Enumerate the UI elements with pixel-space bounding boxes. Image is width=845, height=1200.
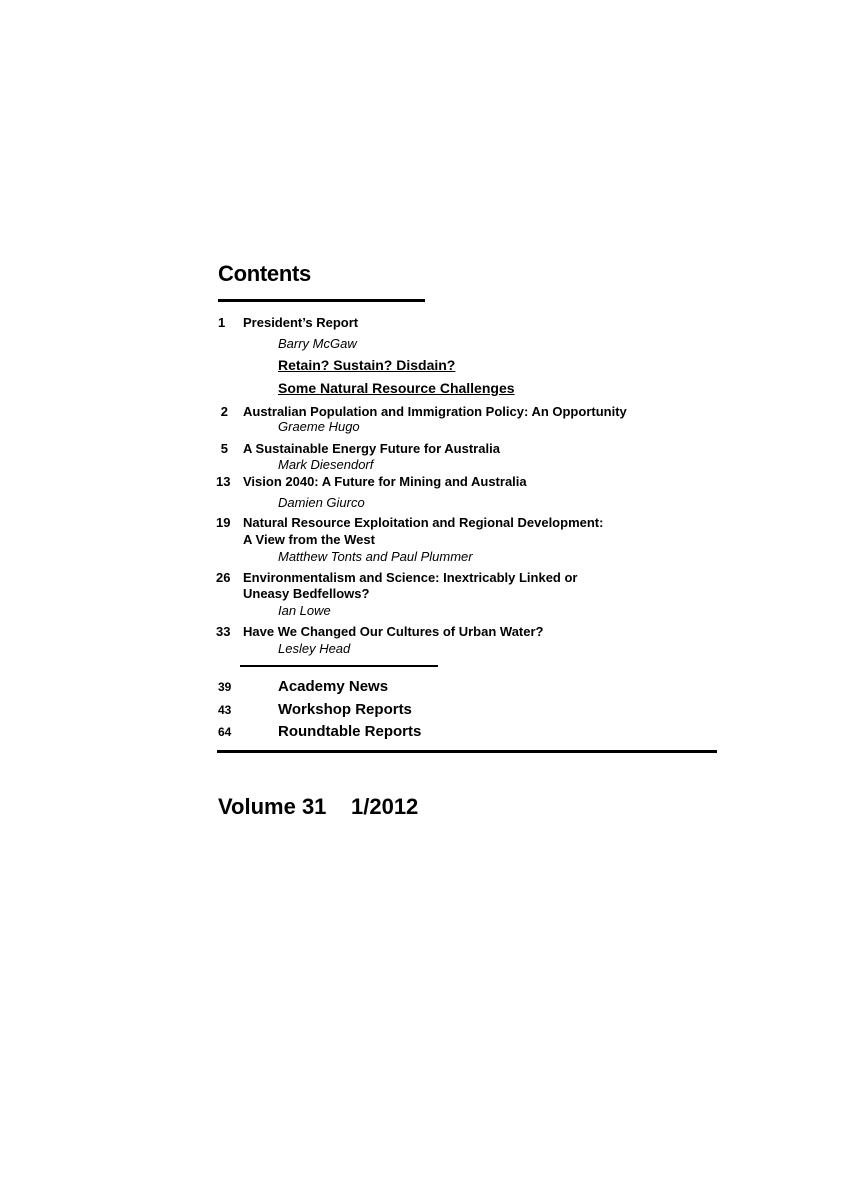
entry-page-number: 13: [216, 474, 231, 489]
entry-subtitle: Retain? Sustain? Disdain?: [278, 357, 456, 373]
entry-page-number: 1: [218, 315, 226, 330]
entry-title: Natural Resource Exploitation and Regional Development:: [243, 515, 604, 530]
entry-title: President’s Report: [243, 315, 359, 330]
entry-author: Mark Diesendorf: [278, 457, 374, 472]
volume-number: Volume 31: [218, 794, 327, 819]
entry-page-number: 2: [220, 404, 228, 419]
page-title: Contents: [218, 261, 311, 286]
entry-title: Environmentalism and Science: Inextricably Linked or: [243, 570, 578, 585]
section-title: Workshop Reports: [278, 701, 412, 718]
entry-title: Australian Population and Immigration Policy: An Opportunity: [243, 404, 627, 419]
entry-author: Damien Giurco: [278, 495, 365, 510]
entry-title-continued: Uneasy Bedfellows?: [243, 586, 370, 601]
entry-page-number: 26: [216, 570, 231, 585]
entry-page-number: 33: [216, 624, 231, 639]
section-page-number: 64: [218, 725, 232, 739]
entry-title: Vision 2040: A Future for Mining and Australia: [243, 474, 527, 489]
entry-title: A Sustainable Energy Future for Australia: [243, 441, 500, 456]
title-divider: [218, 299, 425, 302]
entry-title-continued: A View from the West: [243, 532, 375, 547]
articles-divider: [240, 665, 438, 667]
issue-number: 1/2012: [351, 794, 419, 819]
entry-title: Have We Changed Our Cultures of Urban Water?: [243, 624, 544, 639]
entry-author: Matthew Tonts and Paul Plummer: [278, 549, 473, 564]
entry-author: Ian Lowe: [278, 603, 331, 618]
entry-subtitle: Some Natural Resource Challenges: [278, 380, 515, 396]
entry-page-number: 19: [216, 515, 231, 530]
entry-author: Graeme Hugo: [278, 419, 360, 434]
sections-divider: [217, 750, 717, 753]
entry-author: Lesley Head: [278, 641, 351, 656]
entry-page-number: 5: [220, 441, 228, 456]
section-title: Roundtable Reports: [278, 723, 422, 740]
section-page-number: 39: [218, 680, 232, 694]
section-page-number: 43: [218, 703, 232, 717]
entry-author: Barry McGaw: [278, 336, 357, 351]
section-title: Academy News: [278, 678, 389, 695]
